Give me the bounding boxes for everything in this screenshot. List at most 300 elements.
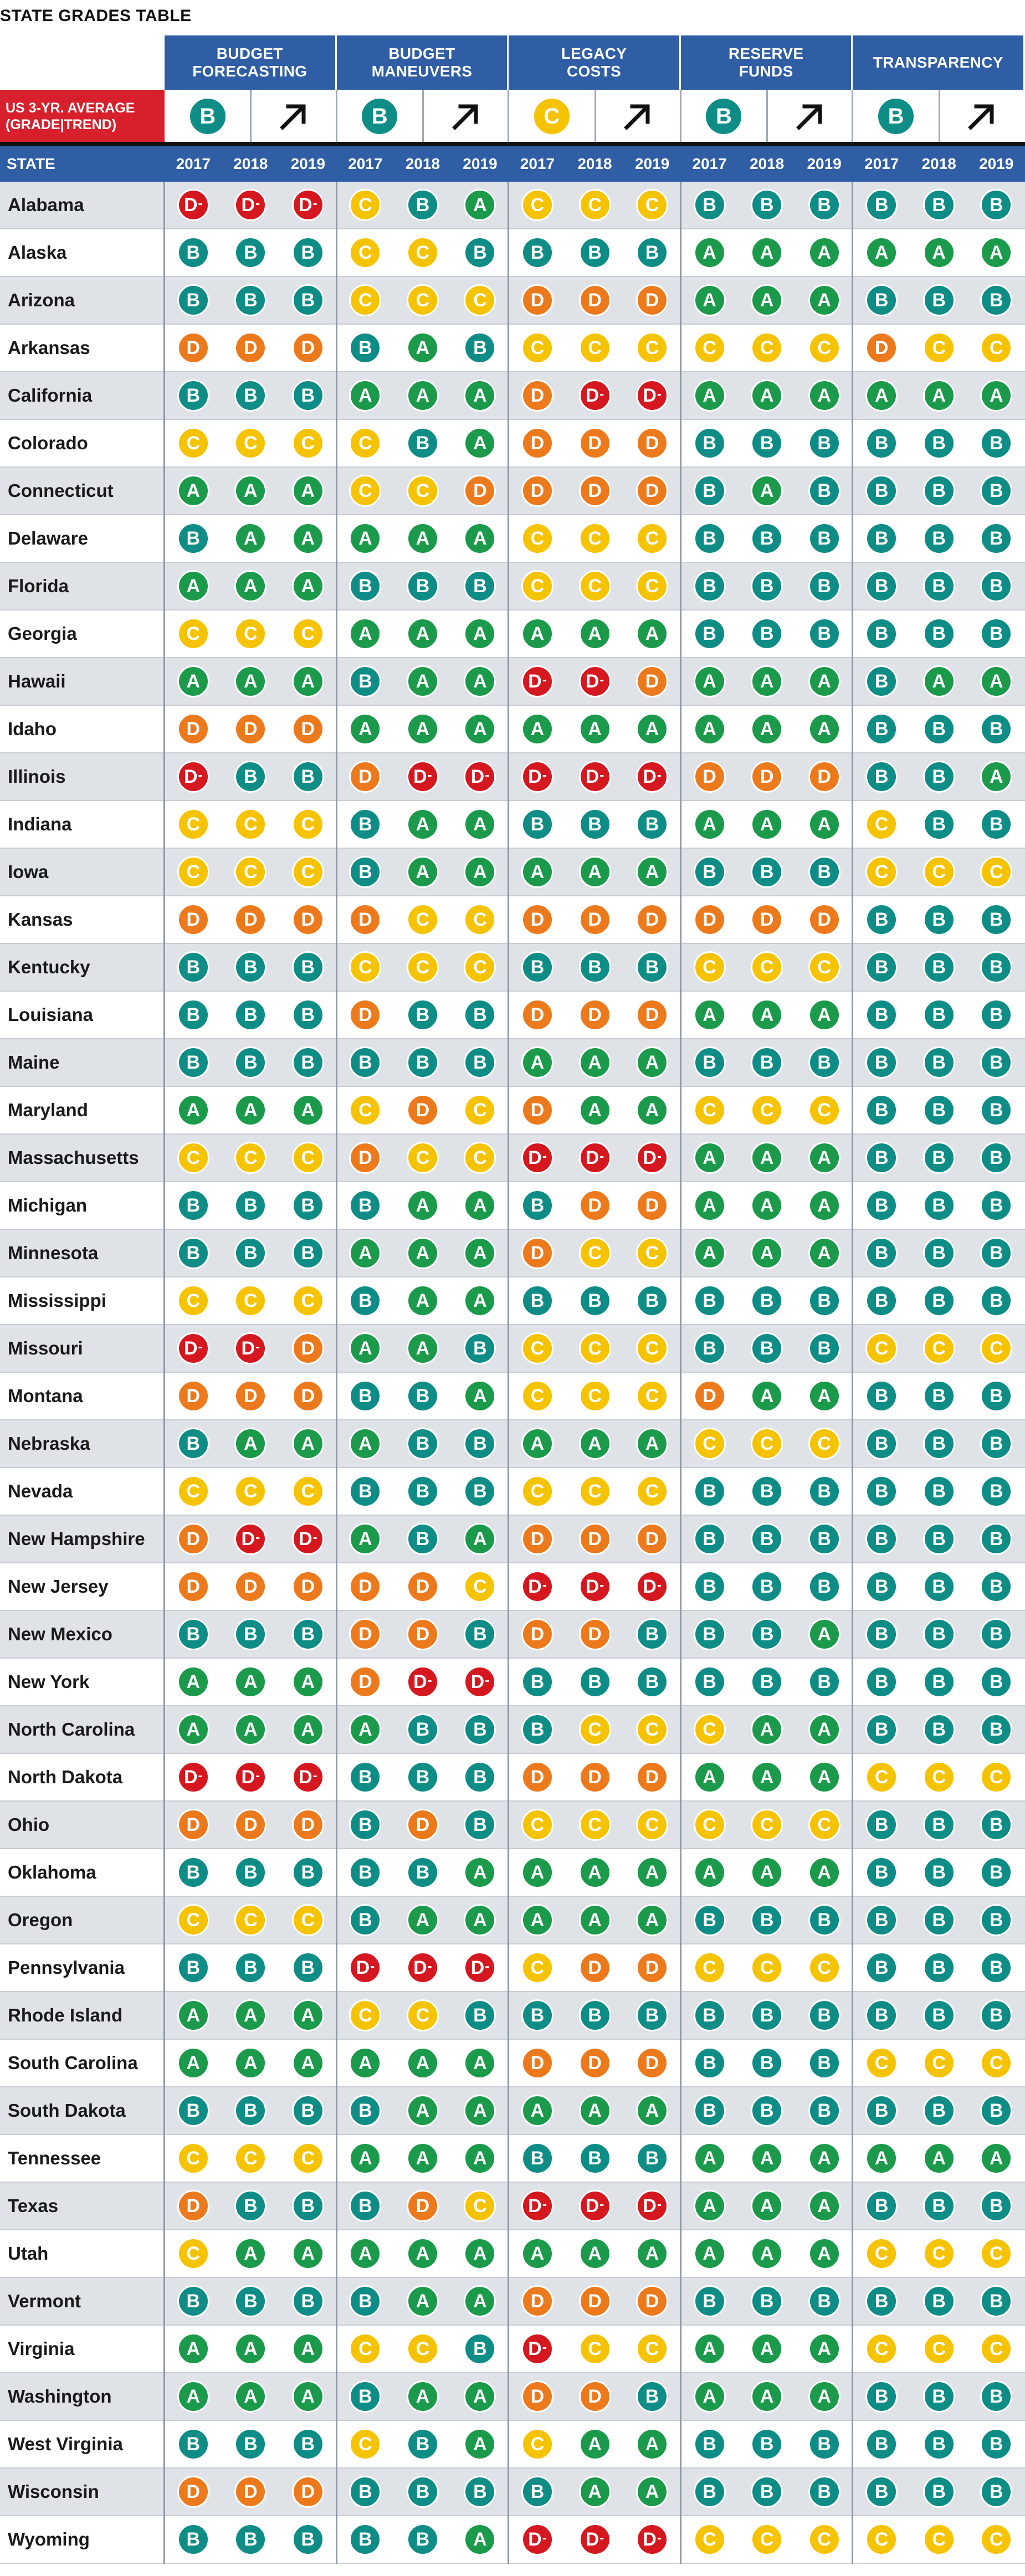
grade-badge: A <box>521 618 554 650</box>
grade-badge: D - <box>464 761 496 793</box>
grade-badge: A <box>694 2142 726 2174</box>
grade-badge: D - <box>636 379 668 412</box>
grade-badge: A <box>464 1189 496 1222</box>
state-name: Michigan <box>8 1195 88 1215</box>
grade-badge: B <box>579 1666 611 1698</box>
grade-badge: B <box>865 1856 898 1889</box>
table-row <box>0 896 1025 944</box>
grade-badge: A <box>407 332 439 364</box>
grade-badge: C <box>694 1428 726 1460</box>
grade-badge: D <box>292 1332 324 1364</box>
grade-badge: B <box>865 761 898 793</box>
grade-badge: B <box>234 237 266 269</box>
grade-badge: B <box>980 284 1012 316</box>
grade-badge: C <box>980 856 1012 888</box>
grade-badge: A <box>694 1142 726 1174</box>
state-name: Oklahoma <box>8 1862 96 1882</box>
grade-badge: C <box>292 2142 324 2174</box>
grade-badge: A <box>464 1523 496 1555</box>
grade-badge: A <box>808 2238 840 2270</box>
table-row <box>0 753 1025 801</box>
grade-badge: A <box>865 237 898 269</box>
table-row <box>0 1706 1025 1754</box>
grade-badge: D - <box>579 761 611 793</box>
grade-badge: B <box>521 1999 554 2031</box>
grade-badge: A <box>694 284 726 316</box>
grade-badge: D <box>579 2047 611 2079</box>
grade-badge: B <box>751 618 783 650</box>
grade-badge: A <box>234 1094 266 1126</box>
grade-badge: C <box>694 1713 726 1746</box>
grade-badge: A <box>349 1332 381 1364</box>
grade-badge: B <box>923 1618 955 1650</box>
grade-badge: B <box>694 2476 726 2508</box>
grade-badge: A <box>808 2333 840 2365</box>
grade-badge: B <box>177 1428 209 1460</box>
table-row <box>0 1992 1025 2040</box>
grade-badge: B <box>349 665 381 697</box>
year-header: 2017 <box>176 155 211 172</box>
grade-badge: B <box>808 1523 840 1555</box>
grade-badge: B <box>980 1428 1012 1460</box>
grade-badge: B <box>694 1618 726 1650</box>
grade-badge: B <box>579 237 611 269</box>
grade-badge: A <box>751 1856 783 1889</box>
grade-badge: B <box>808 1475 840 1507</box>
grade-badge: A <box>808 1761 840 1793</box>
state-name: New Mexico <box>8 1624 112 1644</box>
grade-badge: D <box>177 2476 209 2508</box>
grade-badge: B <box>980 1618 1012 1650</box>
grade-badge: A <box>292 2380 324 2413</box>
grade-badge: A <box>751 665 783 697</box>
grade-badge: B <box>923 522 955 555</box>
grade-badge: A <box>234 570 266 602</box>
grade-badge: B <box>579 951 611 983</box>
grade-badge: B <box>808 427 840 459</box>
grade-badge: C <box>234 427 266 459</box>
grade-badge: C <box>349 2333 381 2365</box>
grade-badge: C <box>865 1332 898 1364</box>
state-name: Idaho <box>8 719 57 739</box>
grade-badge: D <box>636 665 668 697</box>
grade-badge: B <box>636 951 668 983</box>
grade-badge: D <box>694 1380 726 1412</box>
grade-badge: A <box>579 713 611 745</box>
grade-badge: A <box>751 1713 783 1746</box>
grade-badge: A <box>579 1856 611 1889</box>
grade-badge: A <box>694 999 726 1031</box>
table-row <box>0 1944 1025 1992</box>
grade-badge: D <box>636 284 668 316</box>
grade-badge: A <box>464 665 496 697</box>
grade-badge: A <box>349 379 381 412</box>
table-row <box>0 1659 1025 1706</box>
average-grade-cell <box>681 90 767 143</box>
state-name: Washington <box>8 2386 112 2406</box>
grade-badge: D <box>407 1571 439 1603</box>
grade-badge: D <box>292 1380 324 1412</box>
page-title: STATE GRADES TABLE <box>0 7 192 25</box>
grade-badge: A <box>177 2380 209 2413</box>
grade-badge: A <box>464 1856 496 1889</box>
grade-badge: C <box>177 618 209 650</box>
grade-badge: C <box>923 2238 955 2270</box>
grade-badge: B <box>407 1761 439 1793</box>
grade-badge: C <box>177 808 209 840</box>
grade-badge: B <box>808 1666 840 1698</box>
grade-badge: A <box>636 2095 668 2127</box>
grade-badge: C <box>177 1904 209 1936</box>
grade-badge: A <box>292 2238 324 2270</box>
grade-badge: C <box>177 2238 209 2270</box>
grade-badge: B <box>808 2095 840 2127</box>
grade-badge: C <box>407 951 439 983</box>
grade-badge: B <box>694 1666 726 1698</box>
grade-badge: A <box>808 2142 840 2174</box>
table-row <box>0 2040 1025 2087</box>
grade-badge: C <box>292 1904 324 1936</box>
grade-badge: C <box>636 2333 668 2365</box>
grade-badge: C <box>923 1332 955 1364</box>
table-row <box>0 1468 1025 1516</box>
grade-badge: C <box>521 2428 554 2460</box>
grade-badge: D <box>636 2285 668 2317</box>
grade-badge: D <box>521 379 554 412</box>
grade-badge: C <box>751 1952 783 1984</box>
grade-badge: D - <box>579 1142 611 1174</box>
table-row <box>0 1420 1025 1468</box>
grade-badge: A <box>923 2142 955 2174</box>
grade-badge: B <box>865 1094 898 1126</box>
grade-badge: B <box>292 761 324 793</box>
grade-badge: A <box>694 2190 726 2222</box>
grade-badge: B <box>234 379 266 412</box>
grade-badge: B <box>694 570 726 602</box>
grade-badge: B <box>407 2428 439 2460</box>
grade-badge: B <box>234 761 266 793</box>
grade-badge: D - <box>521 2523 554 2556</box>
state-name: Delaware <box>8 528 88 548</box>
grade-badge: B <box>980 1952 1012 1984</box>
grade-badge: A <box>464 189 496 221</box>
grade-badge: A <box>407 713 439 745</box>
grade-badge: B <box>923 1475 955 1507</box>
grade-badge: B <box>636 2142 668 2174</box>
grade-badge: A <box>923 237 955 269</box>
grade-badge: A <box>407 2380 439 2413</box>
state-name: Missouri <box>8 1338 83 1358</box>
grade-badge: B <box>865 1428 898 1460</box>
grade-badge: B <box>464 1475 496 1507</box>
grade-badge: A <box>808 1380 840 1412</box>
grade-badge: C <box>980 2523 1012 2556</box>
grade-badge: B <box>865 2190 898 2222</box>
grade-badge: C <box>521 1952 554 1984</box>
grade-badge: C <box>579 1237 611 1269</box>
grade-badge: A <box>865 379 898 412</box>
grade-badge: B <box>292 1189 324 1222</box>
grade-badge: A <box>177 2333 209 2365</box>
grade-badge: B <box>521 808 554 840</box>
trend-cell <box>250 90 336 143</box>
grade-badge: B <box>923 2190 955 2222</box>
grade-badge: B <box>980 1189 1012 1222</box>
grade-badge: C <box>407 284 439 316</box>
grade-badge: C <box>751 1809 783 1841</box>
grade-badge: A <box>234 2333 266 2365</box>
header-divider <box>0 142 1025 146</box>
grade-badge: B <box>177 237 209 269</box>
grade-badge: B <box>694 2428 726 2460</box>
grade-badge: B <box>349 1904 381 1936</box>
grade-badge: C <box>521 1380 554 1412</box>
grade-badge: B <box>177 1237 209 1269</box>
grade-badge: B <box>177 2428 209 2460</box>
year-header: 2019 <box>463 155 498 172</box>
grade-badge: A <box>808 999 840 1031</box>
grade-badge: C <box>636 570 668 602</box>
trend-divider <box>250 90 252 143</box>
grade-badge: A <box>234 665 266 697</box>
grade-badge: D <box>292 2476 324 2508</box>
average-grade-badge: B <box>704 97 743 136</box>
state-column-divider <box>163 182 165 2564</box>
grade-badge: D - <box>521 761 554 793</box>
grade-badge: B <box>407 427 439 459</box>
grade-badge: B <box>980 713 1012 745</box>
grade-badge: B <box>636 237 668 269</box>
grade-badge: B <box>234 284 266 316</box>
grade-badge: B <box>521 1713 554 1746</box>
grade-badge: B <box>579 1999 611 2031</box>
grade-badge: B <box>980 1571 1012 1603</box>
grade-badge: C <box>407 237 439 269</box>
grade-badge: B <box>694 189 726 221</box>
grade-badge: D - <box>234 1523 266 1555</box>
grade-badge: A <box>751 1142 783 1174</box>
state-name: Wisconsin <box>8 2481 99 2502</box>
grade-badge: B <box>980 189 1012 221</box>
grade-badge: B <box>865 1475 898 1507</box>
grade-badge: D - <box>234 189 266 221</box>
grade-badge: B <box>177 951 209 983</box>
grade-badge: B <box>464 1761 496 1793</box>
grade-badge: B <box>464 2476 496 2508</box>
grade-badge: C <box>349 284 381 316</box>
table-row <box>0 1277 1025 1325</box>
grade-badge: A <box>407 1332 439 1364</box>
grade-badge: D <box>349 1571 381 1603</box>
grade-badge: B <box>177 1189 209 1222</box>
grade-badge: B <box>464 2333 496 2365</box>
grade-badge: B <box>349 332 381 364</box>
average-grade-cell <box>165 90 250 143</box>
grade-badge: B <box>751 1999 783 2031</box>
grade-badge: D - <box>177 761 209 793</box>
grade-badge: B <box>865 1142 898 1174</box>
grade-badge: B <box>177 2095 209 2127</box>
grade-badge: D - <box>636 2523 668 2556</box>
grade-badge: B <box>923 189 955 221</box>
grade-badge: B <box>865 2380 898 2413</box>
grade-badge: C <box>808 332 840 364</box>
state-name: Ohio <box>8 1814 50 1835</box>
table-row <box>0 1849 1025 1897</box>
year-header: 2018 <box>921 155 956 172</box>
grade-badge: B <box>980 2428 1012 2460</box>
trend-cell <box>423 90 509 143</box>
grade-badge: B <box>636 1666 668 1698</box>
grade-badge: B <box>751 1904 783 1936</box>
grade-badge: B <box>808 1332 840 1364</box>
average-grade-badge: B <box>360 97 399 136</box>
grade-badge: A <box>177 2047 209 2079</box>
grade-badge: B <box>407 1856 439 1889</box>
grade-badge: B <box>636 1999 668 2031</box>
grade-badge: D <box>694 761 726 793</box>
grade-badge: B <box>923 1142 955 1174</box>
grade-badge: B <box>234 1952 266 1984</box>
grade-badge: A <box>751 2333 783 2365</box>
grade-badge: B <box>865 951 898 983</box>
grade-badge: B <box>923 808 955 840</box>
grade-badge: D <box>177 1523 209 1555</box>
grade-badge: A <box>636 856 668 888</box>
grade-badge: B <box>407 1380 439 1412</box>
grade-badge: B <box>694 1285 726 1317</box>
state-name: Indiana <box>8 814 72 834</box>
grade-badge: B <box>808 618 840 650</box>
average-grade-badge: B <box>877 97 915 136</box>
grade-badge: D - <box>521 1571 554 1603</box>
grade-badge: D <box>234 904 266 936</box>
grade-badge: D <box>234 1571 266 1603</box>
grade-badge: D <box>636 1523 668 1555</box>
grade-badge: A <box>407 618 439 650</box>
grade-badge: A <box>177 1666 209 1698</box>
grade-badge: B <box>865 2095 898 2127</box>
grade-badge: A <box>177 1094 209 1126</box>
grade-badge: B <box>464 1428 496 1460</box>
table-row <box>0 372 1025 420</box>
state-name: Connecticut <box>8 480 114 501</box>
category-divider <box>508 90 509 143</box>
grade-badge: C <box>464 904 496 936</box>
grade-badge: A <box>349 2238 381 2270</box>
grade-badge: A <box>980 761 1012 793</box>
year-header: 2017 <box>692 155 727 172</box>
grade-badge: B <box>980 1856 1012 1889</box>
grade-badge: B <box>694 1999 726 2031</box>
grade-badge: D <box>177 2190 209 2222</box>
grade-badge: B <box>751 1666 783 1698</box>
grade-badge: D <box>521 1237 554 1269</box>
table-row <box>0 2278 1025 2326</box>
grade-badge: C <box>636 1332 668 1364</box>
grade-badge: B <box>923 1380 955 1412</box>
grade-badge: B <box>808 2285 840 2317</box>
grade-badge: A <box>292 522 324 555</box>
grade-badge: C <box>865 2333 898 2365</box>
grade-badge: B <box>292 1856 324 1889</box>
grade-badge: A <box>808 1618 840 1650</box>
grade-badge: A <box>636 1856 668 1889</box>
grade-badge: B <box>865 1046 898 1079</box>
table-row <box>0 1182 1025 1230</box>
year-header: 2017 <box>864 155 899 172</box>
grade-badge: A <box>980 237 1012 269</box>
grade-badge: B <box>865 570 898 602</box>
grade-badge: A <box>636 1428 668 1460</box>
grade-badge: A <box>808 237 840 269</box>
grade-badge: B <box>865 904 898 936</box>
grade-badge: B <box>980 475 1012 507</box>
grade-badge: B <box>177 1046 209 1079</box>
grade-badge: C <box>521 522 554 555</box>
grade-badge: A <box>751 2238 783 2270</box>
grade-badge: C <box>636 1237 668 1269</box>
grade-badge: A <box>292 665 324 697</box>
grade-badge: A <box>292 1666 324 1698</box>
average-grade-badge: C <box>532 97 571 136</box>
grade-badge: B <box>464 1713 496 1746</box>
grade-badge: D <box>579 2380 611 2413</box>
grade-badge: B <box>694 522 726 555</box>
grade-badge: C <box>177 1475 209 1507</box>
grade-badge: A <box>636 713 668 745</box>
grade-badge: A <box>808 379 840 412</box>
grade-badge: C <box>521 1475 554 1507</box>
grade-badge: A <box>694 2380 726 2413</box>
grade-badge: B <box>808 1571 840 1603</box>
grade-badge: C <box>407 1142 439 1174</box>
grade-badge: C <box>694 951 726 983</box>
grade-badge: A <box>292 1428 324 1460</box>
grade-badge: D - <box>636 1142 668 1174</box>
grade-badge: B <box>751 2047 783 2079</box>
grade-badge: C <box>579 1809 611 1841</box>
grade-badge: B <box>234 999 266 1031</box>
grade-badge: B <box>521 237 554 269</box>
state-name: Colorado <box>8 433 88 453</box>
grade-badge: B <box>923 427 955 459</box>
grade-badge: A <box>808 1142 840 1174</box>
grade-badge: B <box>980 1237 1012 1269</box>
grade-badge: C <box>980 2047 1012 2079</box>
grade-badge: B <box>923 2380 955 2413</box>
grade-badge: D - <box>177 1761 209 1793</box>
grade-badge: A <box>751 475 783 507</box>
grade-badge: B <box>407 999 439 1031</box>
grade-badge: D <box>521 475 554 507</box>
category-header: BUDGET FORECASTING <box>165 35 335 90</box>
grade-badge: A <box>292 475 324 507</box>
grade-badge: B <box>751 856 783 888</box>
grade-badge: B <box>865 1952 898 1984</box>
state-name: South Dakota <box>8 2100 126 2121</box>
grade-badge: A <box>234 2380 266 2413</box>
grade-badge: B <box>980 1380 1012 1412</box>
grade-badge: B <box>694 1475 726 1507</box>
grade-badge: C <box>808 951 840 983</box>
grade-badge: A <box>177 1713 209 1746</box>
grade-badge: D <box>521 904 554 936</box>
grade-badge: B <box>292 2523 324 2556</box>
grade-badge: B <box>694 1046 726 1079</box>
grade-badge: B <box>407 1713 439 1746</box>
grade-badge: B <box>694 1571 726 1603</box>
